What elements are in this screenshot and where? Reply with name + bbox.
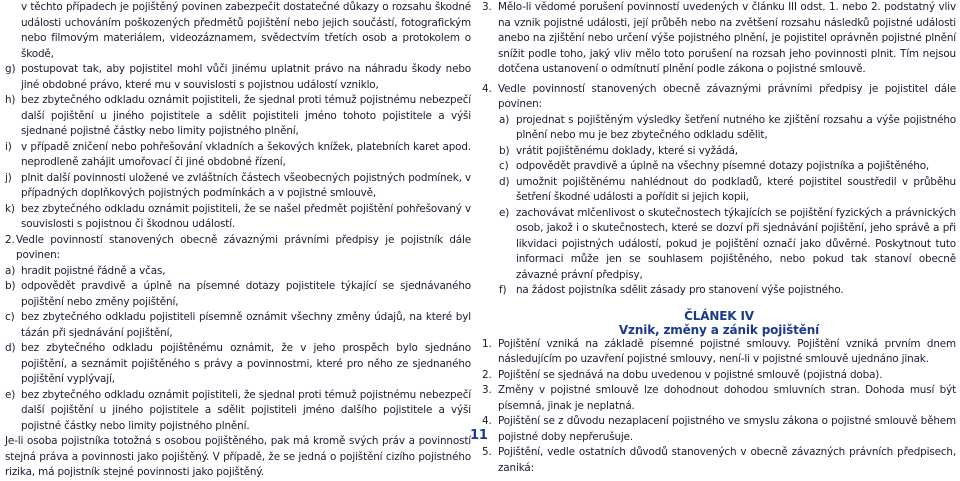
policyholder-obligation-item xyxy=(5,341,471,388)
article-4-item xyxy=(482,337,956,368)
article-4-item-text: Změny v pojistné smlouvě lze dohodnout dohodou smluvních stran. Dohoda musí být písemná, jinak je neplatná. xyxy=(498,384,956,412)
policyholder-obligation-item-text: hradit pojistné řádně a včas, xyxy=(21,264,166,277)
article-heading-title: Vznik, změny a zánik pojištění xyxy=(618,322,820,337)
policyholder-obligation-item-text: bez zbytečného odkladu pojistiteli písemně oznámit všechny změny údajů, na které byl tázán při sjednávání pojištění, xyxy=(21,311,471,339)
insurer-obligation-item-label: e) xyxy=(499,206,510,219)
insurer-obligation-item-label: d) xyxy=(499,175,510,188)
policyholder-obligation-item xyxy=(5,279,471,310)
insurer-obligation-item xyxy=(482,283,956,299)
insurer-obligation-item xyxy=(482,175,956,206)
obligation-item-text: plnit další povinnosti uložené ve zvláštních částech všeobecných pojistných podmínek, v případných doplňkových pojistných podmínkách a v pojistné smlouvě, xyxy=(21,171,471,199)
article-4-item-label: 2. xyxy=(482,368,492,381)
insurer-obligation-item-label: c) xyxy=(499,160,509,172)
policyholder-obligation-item-label: a) xyxy=(5,264,16,277)
paragraph-3 xyxy=(482,0,956,78)
left-column xyxy=(5,0,471,481)
paragraph-2 xyxy=(5,233,471,264)
policyholder-obligation-item-label: c) xyxy=(5,311,15,323)
policyholder-obligation-item xyxy=(5,310,471,341)
paragraph-3-label: 3. xyxy=(482,1,492,13)
obligations-list-1 xyxy=(5,62,471,233)
item-f-text: v těchto případech je pojištěný povinen zabezpečit dostatečné důkazy o rozsahu škodné události uchováním poškozených předmětů pojištění nebo jejich součástí, fotografickým nebo filmovým materiálem, videozáznamem, svědectvím třetích osob a protokolem o škodě, xyxy=(21,1,471,60)
insurer-obligation-item-label: f) xyxy=(499,284,507,296)
insurer-obligation-item-text: vrátit pojištěnému doklady, které si vyžádá, xyxy=(516,144,738,157)
obligation-item-text: postupovat tak, aby pojistitel mohl vůči jinému uplatnit právo na náhradu škody nebo jiné obdobné právo, které mu v souvislosti s pojistnou událostí vzniklo, xyxy=(21,63,471,91)
paragraph-3-text: Mělo-li vědomé porušení povinností uvedených v článku III odst. 1. nebo 2. podstatný vliv na vznik pojistné události, její průběh nebo na zvětšení rozsahu následků pojistné události anebo na zjištění nebo určení výše pojistného plnění, je pojistitel oprávněn pojistné plnění snížit podle toho, jaký vliv mělo toto porušení na rozsah jeho povinnosti plnit. Tím nejsou dotčena ustanovení o odmítnutí plnění podle zákona o pojistné smlouvě. xyxy=(498,1,956,75)
policyholder-obligation-item-text: odpovědět pravdivě a úplně na písemné dotazy pojistitele týkající se sjednávaného pojištění nebo změny pojištění, xyxy=(21,280,471,308)
article-4-item-label: 5. xyxy=(482,446,492,458)
page-number: 11 xyxy=(470,428,488,443)
article-4-item xyxy=(482,414,956,445)
insurer-obligation-item xyxy=(482,206,956,284)
article-4-item-label: 1. xyxy=(482,337,492,350)
obligations-list-2 xyxy=(5,264,471,435)
article-4-item-text: Pojištění se sjednává na dobu uvedenou v pojistné smlouvě (pojistná doba). xyxy=(498,368,883,381)
obligation-item xyxy=(5,202,471,233)
paragraph-2-label: 2. xyxy=(5,233,15,246)
obligation-item-text: v případě zničení nebo pohřešování vkladních a šekových knížek, platebních karet apod. neprodleně zahájit umořovací či jiné obdobné řízení, xyxy=(21,140,471,168)
article-4-item xyxy=(482,445,956,476)
article-4-item xyxy=(482,383,956,414)
article-heading-number: ČLÁNEK IV xyxy=(684,308,754,323)
closing-paragraph: Je-li osoba pojistníka totožná s osobou pojištěného, pak má kromě svých práv a povinností stejná práva a povinnosti jako pojištěný. V případě, že se jedná o pojištění cizího pojistného rizika, má pojistník stejné povinnosti jako pojištěný. xyxy=(5,435,471,478)
obligation-item xyxy=(5,93,471,140)
article-4-item-text: Pojištění se z důvodu nezaplacení pojistného ve smyslu zákona o pojistné smlouvě během pojistné doby nepřerušuje. xyxy=(498,415,956,443)
insurer-obligation-item-label: b) xyxy=(499,144,510,157)
obligation-item xyxy=(5,140,471,171)
insurer-obligations-list xyxy=(482,113,956,299)
obligation-item-label: j) xyxy=(5,171,12,184)
insurer-obligation-item xyxy=(482,144,956,160)
obligation-item-label: g) xyxy=(5,63,16,75)
article-4-item-text: Pojištění, vedle ostatních důvodů stanovených v obecně závazných právních předpisech, zaniká: xyxy=(498,446,956,474)
policyholder-obligation-item-text: bez zbytečného odkladu pojištěnému oznámit, že v jeho prospěch bylo sjednáno pojištění, a seznámit pojištěného s právy a povinnostmi, které pro něho ze sjednaného pojištění vyplývají, xyxy=(21,342,471,385)
obligation-item-label: h) xyxy=(5,94,16,106)
insurer-obligation-item-text: na žádost pojistníka sdělit zásady pro stanovení výše pojistného. xyxy=(516,284,844,296)
insurer-obligation-item-text: projednat s pojištěným výsledky šetření nutného ke zjištění rozsahu a výše pojistného plnění nebo mu je bez zbytečného odkladu sdělit, xyxy=(516,113,956,141)
paragraph-4 xyxy=(482,82,956,113)
paragraph-4-label: 4. xyxy=(482,82,492,95)
insurer-obligation-item-label: a) xyxy=(499,113,510,126)
policyholder-obligation-item-label: b) xyxy=(5,280,16,292)
obligation-item-label: i) xyxy=(5,140,12,153)
policyholder-obligation-item xyxy=(5,388,471,435)
obligation-item-label: k) xyxy=(5,202,15,215)
insurer-obligation-item xyxy=(482,113,956,144)
insurer-obligation-item-text: umožnit pojištěnému nahlédnout do podkladů, které pojistitel soustředil v průběhu šetření škodné události a pořídit si jejich kopii, xyxy=(516,175,956,203)
obligation-item-text: bez zbytečného odkladu oznámit pojistiteli, že sjednal proti témuž pojistnému nebezpečí další pojištění u jiného pojistitele a sdělit pojistiteli jméno tohoto pojistitele a výši sjednané pojistné částky nebo limity pojistného plnění, xyxy=(21,94,471,137)
policyholder-obligation-item-label: e) xyxy=(5,388,16,401)
policyholder-obligation-item xyxy=(5,264,471,280)
policyholder-obligation-item-text: bez zbytečného odkladu oznámit pojistiteli, že sjednal proti témuž pojistnému nebezpečí další pojištění u jiného pojistitele a sdělit pojistiteli jméno dalšího pojistitele a výši pojistné částky nebo limity pojistného plnění. xyxy=(21,388,471,432)
article-4-item xyxy=(482,368,956,384)
right-column xyxy=(482,0,956,476)
policyholder-obligation-item-label: d) xyxy=(5,342,16,354)
obligation-item-text: bez zbytečného odkladu oznámit pojistiteli, že se našel předmět pojištění pohřešovaný v souvislosti s pojistnou či škodnou událostí. xyxy=(21,202,471,230)
insurer-obligation-item-text: zachovávat mlčenlivost o skutečnostech týkajících se pojištění fyzických a právnických osob, jakož i o skutečnostech, které se dozví při sjednávání pojištění, jeho správě a při likvidaci pojistných událostí, pokud je pojištění označí jako důvěrné. Poskytnout tuto informaci může jen se souhlasem pojištěného, nebo pokud tak stanoví obecně závazné právní předpisy, xyxy=(516,206,956,281)
paragraph-2-text: Vedle povinností stanovených obecně závaznými právními předpisy je pojistník dále povinen: xyxy=(16,233,471,261)
item-f-continuation xyxy=(5,0,471,62)
obligation-item xyxy=(5,62,471,93)
obligation-item xyxy=(5,171,471,202)
article-4-item-text: Pojištění vzniká na základě písemné pojistné smlouvy. Pojištění vzniká prvním dnem následujícím po uzavření pojistné smlouvy, není-li v pojistné smlouvě ujednáno jinak. xyxy=(498,337,956,365)
article-4-item-label: 4. xyxy=(482,415,492,427)
article-4-list xyxy=(482,337,956,477)
paragraph-4-text: Vedle povinností stanovených obecně závaznými právními předpisy je pojistitel dále povinen: xyxy=(498,82,956,110)
insurer-obligation-item xyxy=(482,159,956,175)
insurer-obligation-item-text: odpovědět pravdivě a úplně na všechny písemné dotazy pojistníka a pojištěného, xyxy=(516,160,930,172)
article-4-item-label: 3. xyxy=(482,384,492,396)
